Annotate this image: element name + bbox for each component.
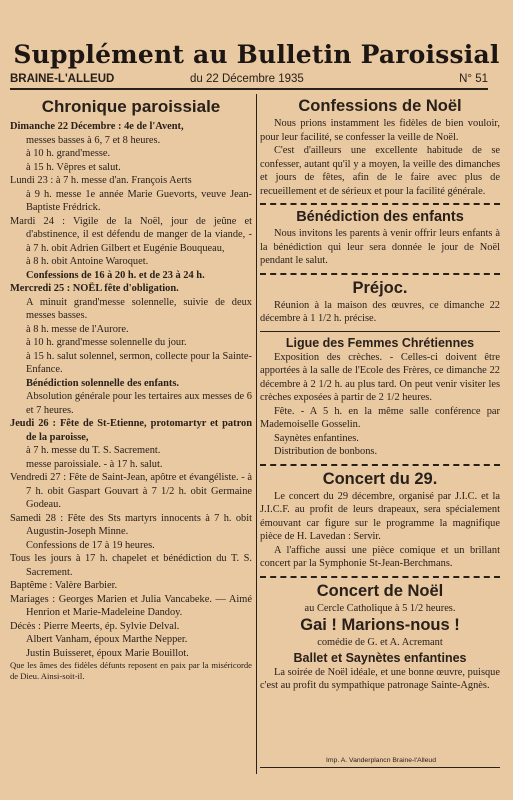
- confessions-text-2: C'est d'ailleurs une excellente habitude de se confesser, autant qu'il y a moyen, la veille des dimanches et jours de fêtes, afin de le faire avec plus de recueillement et de sérieux et pour la facilité générale.: [260, 145, 500, 197]
- entry-line: Justin Buisseret, époux Marie Bouillot.: [26, 647, 189, 659]
- entry-line: à 7 h. messe du T. S. Sacrement.: [26, 445, 161, 456]
- chronicle-title: Chronique paroissiale: [41, 97, 221, 116]
- entry-line: à 10 h. grand'messe solennelle du jour.: [26, 337, 187, 348]
- closing-prayer: Que les âmes des fidèles défunts reposent en paix par la miséricorde de Dieu. Ainsi-soit-il.: [10, 660, 252, 681]
- header-rule: [10, 88, 488, 90]
- christmas-concert-text: La soirée de Noël idéale, et une bonne œuvre, puisque c'est au profit du sympathique patronage Sainte-Agnès.: [260, 666, 500, 691]
- play-authors: comédie de G. et A. Acremant: [317, 637, 443, 648]
- entry-line: à 8 h. obit Antoine Waroquet.: [26, 256, 149, 267]
- entry-marriages: Mariages : Georges Marien et Julia Vancabeke. — Aimé Henrion et Marie-Madeleine Dandoy.: [10, 593, 252, 618]
- concert29-text: Le concert du 29 décembre, organisé par J.I.C. et la J.I.C.F. au profit de leurs drapeaux, sera spécialement émouvant car figure sur le programme la magnifique pièce de H. Lavedan : Servir.: [260, 490, 500, 542]
- left-column: [10, 96, 252, 681]
- blessing-text: Nous invitons les parents à venir offrir leurs enfants à la bénédiction qui leur sera donnée le jour de Noël pendant le salut.: [260, 228, 500, 266]
- entry-line: messe paroissiale. - à 17 h. salut.: [26, 458, 163, 470]
- masthead-title: Supplément au Bulletin Paroissial: [13, 40, 500, 69]
- entry-line: Absolution générale pour les tertaires aux messes de 6 et 7 heures.: [26, 391, 252, 416]
- ballet-title: Ballet et Saynètes enfantines: [293, 650, 467, 665]
- entry-line: à 8 h. messe de l'Aurore.: [26, 323, 129, 335]
- entry-confessions: Confessions de 16 à 20 h. et de 23 à 24 h.: [26, 269, 205, 281]
- entry-daily: Tous les jours à 17 h. chapelet et bénédiction du T. S. Sacrement.: [10, 553, 252, 578]
- section-separator: [260, 273, 500, 275]
- concert29-title: Concert du 29.: [322, 469, 438, 488]
- section-separator: [260, 331, 500, 332]
- entry-line: Albert Vanham, époux Marthe Nepper.: [26, 634, 188, 645]
- entry-line: Confessions de 17 à 19 heures.: [26, 539, 155, 551]
- concert29-text-2: A l'affiche aussi une pièce comique et un brillant concert par la Symphonie St-Jean-Berchmans.: [260, 544, 500, 569]
- section-separator: [260, 464, 500, 466]
- entry-wednesday: Mercredi 25 : NOËL fête d'obligation.: [10, 283, 179, 294]
- entry-thursday: Jeudi 26 : Fête de St-Etienne, protomartyr et patron de la paroisse,: [10, 418, 252, 443]
- footer-rule: [260, 767, 500, 768]
- entry-line: à 10 h. grand'messe.: [26, 148, 111, 159]
- column-divider: [256, 94, 257, 774]
- issue-number: N° 51: [459, 73, 488, 85]
- league-saynetes: Saynètes enfantines.: [274, 432, 359, 444]
- league-bonbons: Distribution de bonbons.: [274, 446, 378, 457]
- entry-monday: Lundi 23 : à 7 h. messe d'an. François Aerts: [10, 175, 192, 186]
- league-fete: Fête. - A 5 h. en la même salle conférence par Mademoiselle Gosselin.: [260, 405, 500, 430]
- prejoc-title: Préjoc.: [352, 278, 408, 297]
- entry-blessing: Bénédiction solennelle des enfants.: [26, 377, 179, 389]
- christmas-concert-place: au Cercle Catholique à 5 1/2 heures.: [304, 602, 456, 614]
- section-separator: [260, 203, 500, 205]
- entry-sunday: Dimanche 22 Décembre : 4e de l'Avent,: [10, 121, 184, 132]
- printer-imprint: Imp. A. Vanderplancn Braine-l'Alleud: [326, 757, 436, 764]
- entry-friday: Vendredi 27 : Fête de Saint-Jean, apôtre et évangéliste. - à 7 h. obit Gaspart Gouvart à 7 1/2 h. obit Germaine Godeau.: [10, 472, 252, 510]
- confessions-title: Confessions de Noël: [298, 97, 462, 115]
- entry-line: à 15 h. Vêpres et salut.: [26, 161, 121, 173]
- league-title: Ligue des Femmes Chrétiennes: [285, 335, 475, 350]
- league-text: Exposition des crèches. - Celles-ci doivent être apportées à la salle de l'Ecole des Frères, ce dimanche 22 décembre à 2 1/2 h. au plus tard. On peut venir visiter les crèches exposées à partir de 2 1/2 heures.: [260, 351, 500, 403]
- entry-line: à 15 h. salut solennel, sermon, collecte pour la Sainte-Enfance.: [26, 350, 252, 375]
- town-name: BRAINE-L'ALLEUD: [10, 73, 115, 85]
- entry-baptism: Baptême : Valère Barbier.: [10, 580, 118, 591]
- confessions-text: Nous prions instamment les fidèles de bien vouloir, pour leur facilité, se confesser la veille de Noël.: [260, 118, 500, 143]
- right-column: [260, 96, 500, 693]
- entry-tuesday: Mardi 24 : Vigile de la Noël, jour de jeûne et d'abstinence, il est défendu de manger de la viande, - à 7 h. obit Adrien Gilbert et Eugénie Bouqueau,: [10, 215, 252, 254]
- entry-deaths: Décès : Pierre Meerts, ép. Sylvie Delval.: [10, 620, 180, 632]
- section-separator: [260, 576, 500, 578]
- entry-line: A minuit grand'messe solennelle, suivie de deux messes basses.: [26, 296, 252, 321]
- play-title: Gai ! Marions-nous !: [300, 616, 460, 634]
- entry-saturday: Samedi 28 : Fête des Sts martyrs innocents à 7 h. obit Augustin-Joseph Minne.: [10, 512, 252, 537]
- entry-line: à 9 h. messe 1e année Marie Guevorts, veuve Jean-Baptiste Frédrick.: [26, 188, 252, 213]
- prejoc-text: Réunion à la maison des œuvres, ce dimanche 22 décembre à 1 1/2 h. précise.: [260, 299, 500, 324]
- christmas-concert-title: Concert de Noël: [316, 581, 444, 600]
- entry-line: messes basses à 6, 7 et 8 heures.: [26, 134, 161, 146]
- blessing-title: Bénédiction des enfants: [296, 209, 464, 225]
- issue-date: du 22 Décembre 1935: [190, 73, 304, 85]
